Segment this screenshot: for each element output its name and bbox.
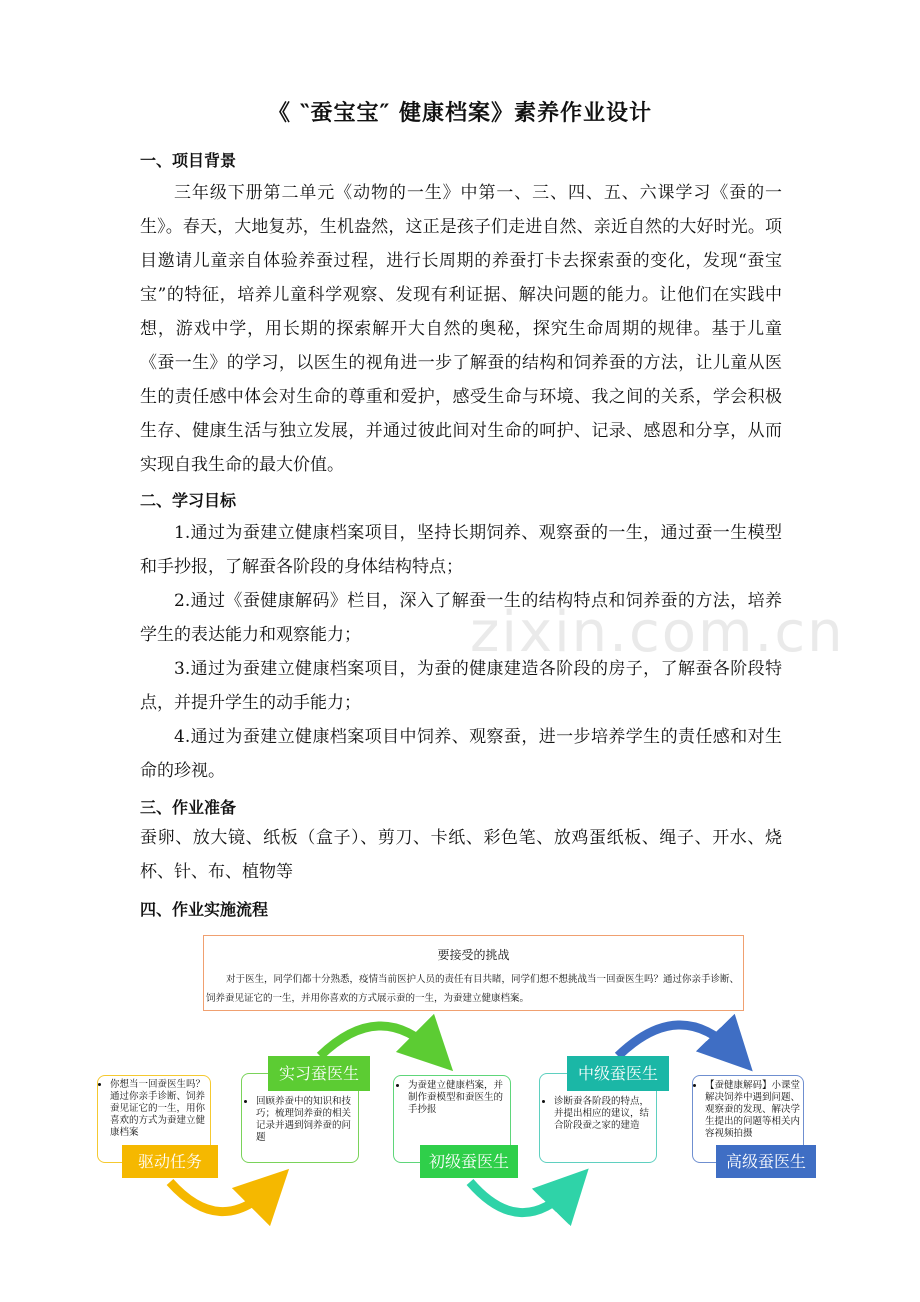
document-title: 《 ‶蚕宝宝″ 健康档案》素养作业设计 bbox=[268, 101, 652, 126]
arrow-4 bbox=[618, 1025, 734, 1056]
arrow-1 bbox=[170, 1182, 270, 1212]
prep-paragraph: 蚕卵、放大镜、纸板（盒子）、剪刀、卡纸、彩色笔、放鸡蛋纸板、绳子、开水、烧杯、针、布、植物等 bbox=[140, 828, 782, 882]
goal-item-3: 3.通过为蚕建立健康档案项目，为蚕的健康建造各阶段的房子，了解蚕各阶段特点，并提升学生的动手能力； bbox=[140, 659, 782, 713]
card-junior-doctor-text: • 为蚕建立健康档案，并制作蚕模型和蚕医生的手抄报 bbox=[408, 1080, 507, 1116]
goal-item-2: 2.通过《蚕健康解码》栏目，深入了解蚕一生的结构特点和饲养蚕的方法，培养学生的表达能力和观察能力； bbox=[140, 591, 782, 645]
card-drive-task-text: • 你想当一回蚕医生吗？通过你亲手诊断、饲养蚕见证它的一生，用你喜欢的方式为蚕建立健康档案 bbox=[110, 1079, 208, 1139]
card-mid-doctor-text: • 诊断蚕各阶段的特点，并提出相应的建议，结合阶段蚕之家的建造 bbox=[554, 1096, 653, 1132]
watermark: zixin.com.cn bbox=[470, 600, 845, 665]
card-intern-doctor-text: • 回顾养蚕中的知识和技巧；梳理饲养蚕的相关记录并遇到饲养蚕的问题 bbox=[256, 1096, 355, 1144]
heading-goals: 二、学习目标 bbox=[140, 491, 237, 510]
stage-intern-doctor: 实习蚕医生 bbox=[268, 1056, 370, 1091]
card-senior-doctor-text: • 【蚕健康解码】小课堂解决饲养中遇到问题、观察蚕的发现、解决学生提出的问题等相关内容视频拍摄 bbox=[705, 1080, 800, 1140]
heading-background: 一、项目背景 bbox=[140, 151, 237, 170]
background-paragraph: 三年级下册第二单元《动物的一生》中第一、三、四、五、六课学习《蚕的一生》。春天，大地复苏，生机盎然，这正是孩子们走进自然、亲近自然的大好时光。项目邀请儿童亲自体验养蚕过程，进行长周期的养蚕打卡去探索蚕的变化，发现“蚕宝宝”的特征，培养儿童科学观察、发现有利证据、解决问题的能力。让他们在实践中想，游戏中学，用长期的探索解开大自然的奥秘，探究生命周期的规律。基于儿童《蚕一生》的学习，以医生的视角进一步了解蚕的结构和饲养蚕的方法，让儿童从医生的责任感中体会对生命的尊重和爱护，感受生命与环境、我之间的关系，学会积极生存、健康生活与独立发展，并通过彼此间对生命的呵护、记录、感恩和分享，从而实现自我生命的最大价值。 bbox=[140, 183, 782, 475]
stage-junior-doctor: 初级蚕医生 bbox=[420, 1145, 518, 1178]
stage-mid-doctor: 中级蚕医生 bbox=[567, 1056, 669, 1091]
challenge-body: 对于医生，同学们都十分熟悉，疫情当前医护人员的责任有目共睹，同学们想不想挑战当一回蚕医生吗？通过你亲手诊断、饲养蚕见证它的一生，并用你喜欢的方式展示蚕的一生，为蚕建立健康档案。 bbox=[206, 974, 740, 1004]
stage-drive-task: 驱动任务 bbox=[122, 1145, 218, 1178]
arrow-3 bbox=[470, 1182, 570, 1213]
heading-prep: 三、作业准备 bbox=[140, 798, 237, 817]
goal-item-4: 4.通过为蚕建立健康档案项目中饲养、观察蚕，进一步培养学生的责任感和对生命的珍视。 bbox=[140, 727, 782, 781]
stage-senior-doctor: 高级蚕医生 bbox=[716, 1145, 816, 1178]
arrow-2 bbox=[320, 1026, 434, 1056]
challenge-title: 要接受的挑战 bbox=[437, 948, 510, 962]
goal-item-1: 1.通过为蚕建立健康档案项目，坚持长期饲养、观察蚕的一生，通过蚕一生模型和手抄报，了解蚕各阶段的身体结构特点； bbox=[140, 523, 782, 577]
heading-flow: 四、作业实施流程 bbox=[140, 900, 269, 919]
